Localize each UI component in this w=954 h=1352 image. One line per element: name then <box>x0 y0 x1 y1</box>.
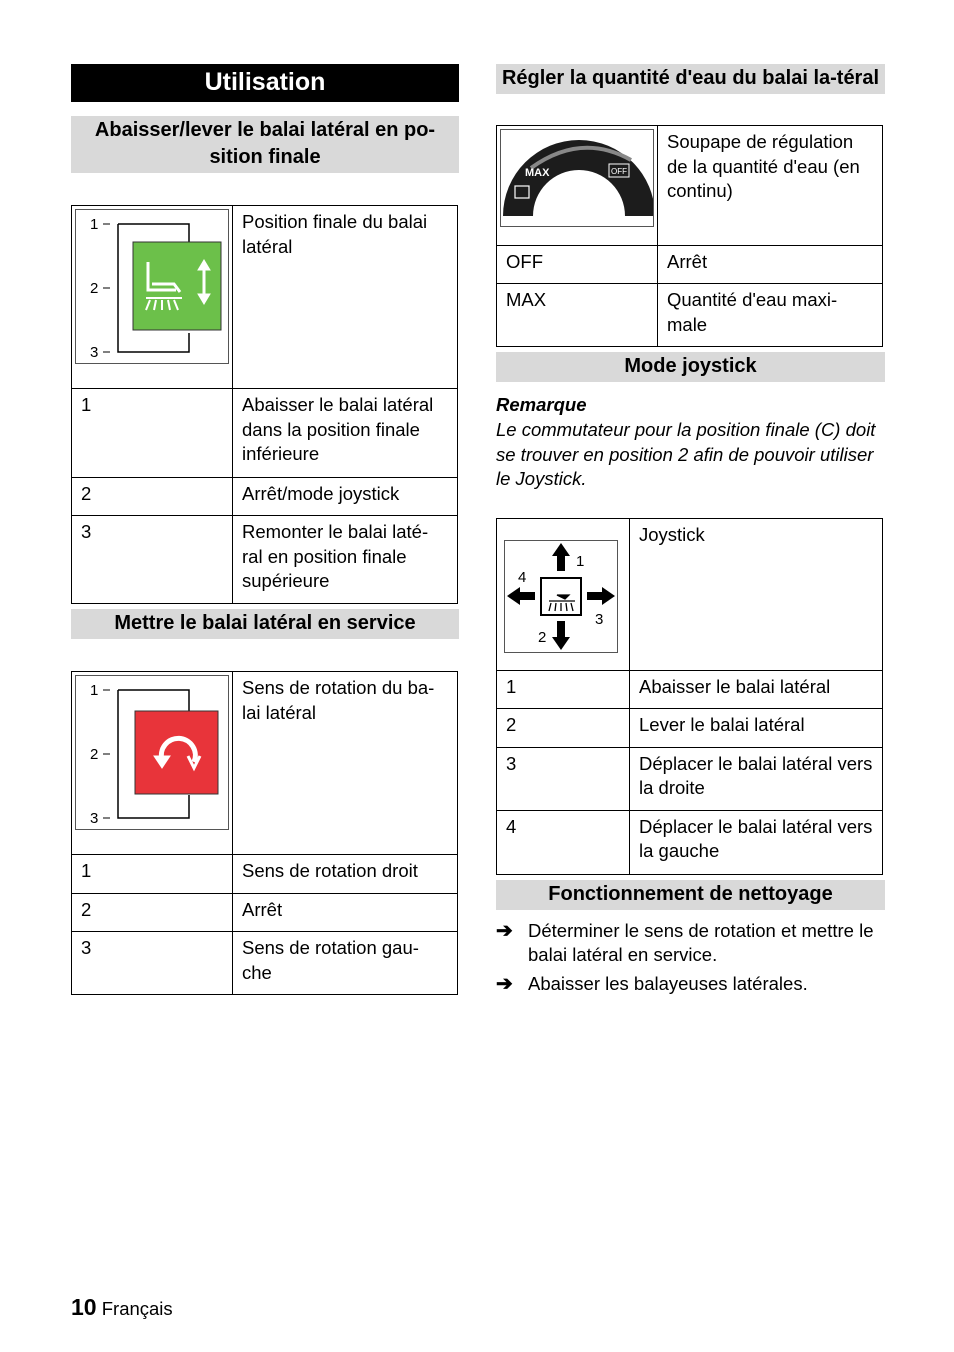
direction-label: 2 <box>538 628 547 646</box>
section-heading-service: Mettre le balai latéral en service <box>71 609 459 639</box>
row-text: Remonter le balai laté-ral en position finale supérieure <box>233 516 458 604</box>
green-switch-figure <box>75 209 229 364</box>
gauge-image-cell <box>497 126 658 246</box>
arrow-right-icon: ➔ <box>496 972 513 995</box>
arrow-down-icon <box>552 621 570 650</box>
joystick-graphic <box>505 541 617 652</box>
row-key: 1 <box>497 670 630 708</box>
row-key: 3 <box>497 747 630 810</box>
row-text: Arrêt/mode joystick <box>233 478 458 516</box>
footer-language: Français <box>101 1298 173 1319</box>
page-footer <box>71 1294 173 1321</box>
table-joystick <box>496 518 883 875</box>
switch-image-cell <box>72 206 233 389</box>
note-title: Remarque <box>496 394 587 415</box>
arrow-right-icon: ➔ <box>496 919 513 942</box>
direction-label: 1 <box>576 552 585 570</box>
table-header-desc: Soupape de régulation de la quantité d'eau (en continu) <box>658 126 883 246</box>
page-title: Utilisation <box>71 64 459 102</box>
row-key: 2 <box>72 478 233 516</box>
row-text: Sens de rotation droit <box>233 855 458 894</box>
row-key: 1 <box>72 855 233 894</box>
instruction-list <box>496 919 885 997</box>
row-key: MAX <box>497 284 658 347</box>
row-key: 2 <box>72 894 233 932</box>
side-broom-icon <box>549 595 575 611</box>
position-label: 1 <box>90 216 99 233</box>
section-heading-cleaning: Fonctionnement de nettoyage <box>496 880 885 910</box>
position-label: 2 <box>90 746 99 763</box>
arrow-up-icon <box>552 543 570 571</box>
left-column <box>71 64 459 995</box>
row-text: Déplacer le balai latéral vers la droite <box>630 747 883 810</box>
green-switch-graphic <box>76 210 229 363</box>
row-key: 3 <box>72 516 233 604</box>
position-label: 2 <box>90 280 99 297</box>
table-header-desc: Sens de rotation du ba-lai latéral <box>233 672 458 855</box>
table-header-desc: Joystick <box>630 518 883 670</box>
gauge-off-label: OFF <box>611 167 627 176</box>
arrow-left-icon <box>507 587 535 605</box>
instruction-item <box>496 919 885 968</box>
position-label: 1 <box>90 682 99 699</box>
row-key: 3 <box>72 932 233 995</box>
joystick-figure <box>504 540 618 653</box>
row-text: Arrêt <box>233 894 458 932</box>
section-heading-lower-raise: Abaisser/lever le balai latéral en po-sition finale <box>71 116 459 173</box>
table-water <box>496 125 883 347</box>
instruction-item <box>496 972 885 997</box>
section-heading-water: Régler la quantité d'eau du balai la-téral <box>496 64 885 94</box>
row-key: 4 <box>497 810 630 874</box>
direction-label: 4 <box>518 568 527 586</box>
red-switch-figure <box>75 675 229 830</box>
red-switch-graphic <box>76 676 229 829</box>
row-text: Déplacer le balai latéral vers la gauche <box>630 810 883 874</box>
row-text: Abaisser le balai latéral <box>630 670 883 708</box>
row-key: 1 <box>72 389 233 478</box>
row-text: Quantité d'eau maxi-male <box>658 284 883 347</box>
direction-label: 3 <box>595 610 604 628</box>
position-label: 3 <box>90 810 99 827</box>
joystick-image-cell <box>497 518 630 670</box>
water-gauge-figure <box>500 129 654 227</box>
row-text: Abaisser le balai latéral dans la position finale inférieure <box>233 389 458 478</box>
row-key: 2 <box>497 708 630 747</box>
page-number: 10 <box>71 1294 97 1320</box>
position-label: 3 <box>90 344 99 361</box>
arrow-right-icon <box>587 587 615 605</box>
table-header-desc: Position finale du balai latéral <box>233 206 458 389</box>
gauge-max-label: MAX <box>525 167 550 179</box>
switch-image-cell <box>72 672 233 855</box>
note-text: Le commutateur pour la position finale (C) doit se trouver en position 2 afin de pouvoir utiliser le Joystick. <box>496 419 876 489</box>
instruction-text: Déterminer le sens de rotation et mettre le balai latéral en service. <box>528 919 874 965</box>
row-key: OFF <box>497 246 658 284</box>
table-lower-raise <box>71 205 458 604</box>
section-heading-joystick: Mode joystick <box>496 352 885 382</box>
row-text: Arrêt <box>658 246 883 284</box>
row-text: Sens de rotation gau-che <box>233 932 458 995</box>
table-service <box>71 671 458 995</box>
right-column <box>496 64 885 996</box>
instruction-text: Abaisser les balayeuses latérales. <box>528 972 808 994</box>
row-text: Lever le balai latéral <box>630 708 883 747</box>
water-gauge-graphic <box>501 130 654 226</box>
